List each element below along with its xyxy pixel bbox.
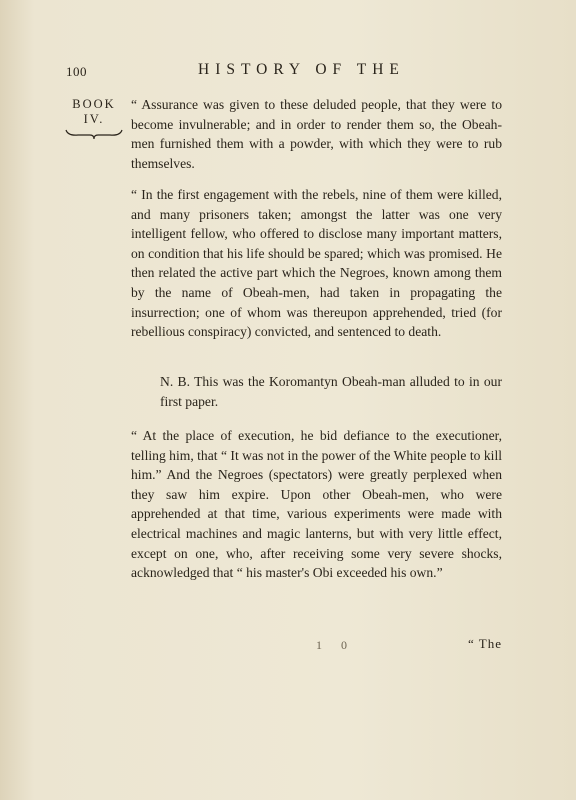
paragraph-first-engagement: “ In the first engagement with the rebels, nine of them were killed, and many prisoners taken; amongst the latter was one very intelligent fellow, who offered to disclose many important matters, on condition that his life should be spared; which was promised. He then related the active part which the Negroes, known among them by the name of Obeah-men, had taken in propagating the insurrection; one of whom was thereupon apprehended, tried (for rebellious conspiracy) convicted, and sentenced to death. <box>131 187 502 340</box>
paragraph-execution: “ At the place of execution, he bid defiance to the executioner, telling him, that “ It was not in the power of the White people to kill him.” And the Negroes (spectators) were greatly perplexed when they saw him expire. Upon other Obeah-men, who were apprehended at that time, various experiments were made with electrical machines and magic lanterns, but with very little effect, except on one, who, after receiving some very severe shocks, acknowledged that “ his master's Obi exceeded his own.” <box>131 428 502 581</box>
catchword: “ The <box>468 636 502 651</box>
margin-brace-ornament <box>64 128 124 140</box>
book-number: IV. <box>83 112 105 126</box>
margin-note <box>64 97 124 127</box>
book-label: BOOK <box>72 97 116 111</box>
paragraph-assurance: “ Assurance was given to these deluded people, that they were to become invulnerable; and in order to render them so, the Obeah-men furnished them with a powder, with which they were to rub themselves. <box>131 97 502 171</box>
signature-mark: 1 0 <box>316 638 355 652</box>
running-title: HISTORY OF THE <box>198 61 405 78</box>
page-number: 100 <box>66 64 87 79</box>
nota-bene-note: N. B. This was the Koromantyn Obeah-man alluded to in our first paper. <box>160 374 502 409</box>
